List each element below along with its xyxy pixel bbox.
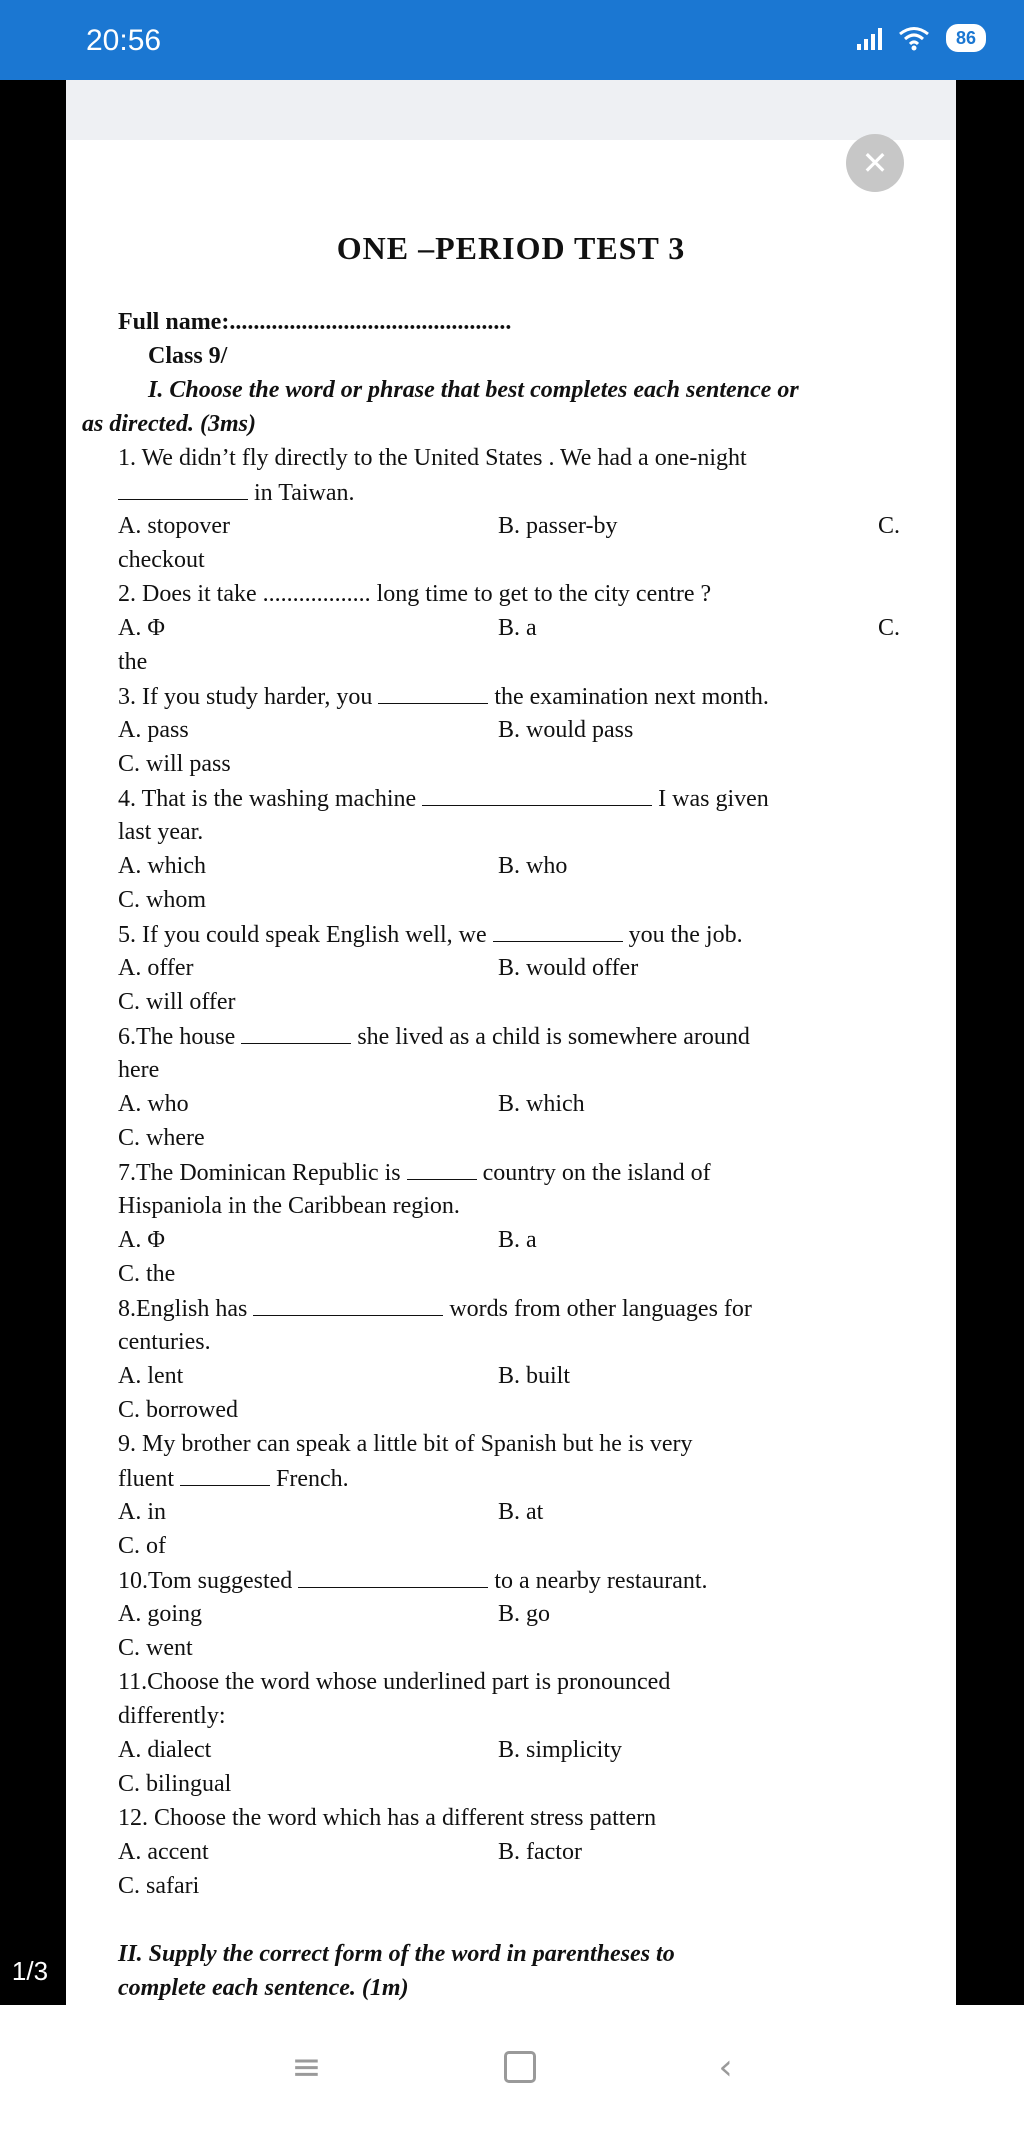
menu-icon[interactable]: ≡ xyxy=(291,2046,322,2088)
option-a: A. going xyxy=(118,1601,202,1627)
question-5-options xyxy=(118,951,928,985)
option-b: B. which xyxy=(498,1091,585,1117)
page-indicator: 1/3 xyxy=(11,1956,49,1986)
option-a: A. pass xyxy=(118,717,189,743)
test-title: ONE –PERIOD TEST 3 xyxy=(336,230,686,266)
question-3-text: 3. If you study harder, you xyxy=(118,684,379,710)
question-1-cont xyxy=(118,475,928,509)
question-9-options xyxy=(118,1495,928,1529)
option-a: A. accent xyxy=(118,1839,209,1865)
document-viewer xyxy=(0,80,1024,2005)
question-8-options xyxy=(118,1359,928,1393)
section-1-heading-cont: as directed. (3ms) xyxy=(82,411,256,437)
answer-dots: .................. xyxy=(262,581,371,607)
answer-blank xyxy=(241,1019,351,1044)
answer-blank xyxy=(378,679,488,704)
status-icons xyxy=(857,24,986,52)
question-6 xyxy=(118,1019,928,1053)
section-1-heading: I. Choose the word or phrase that best completes each sentence or xyxy=(148,377,799,403)
question-6-text: 6.The house xyxy=(118,1024,242,1050)
question-3-text-end: the examination next month. xyxy=(488,684,769,710)
question-4-cont: last year. xyxy=(118,819,204,845)
answer-blank xyxy=(118,475,248,500)
status-time: 20:56 xyxy=(86,24,162,57)
option-a: A. in xyxy=(118,1499,166,1525)
option-c: C. xyxy=(878,513,901,539)
question-5-text: 5. If you could speak English well, we xyxy=(118,922,493,948)
question-3-options xyxy=(118,713,928,747)
spacer xyxy=(118,1903,928,1937)
option-a: A. stopover xyxy=(118,513,230,539)
question-4-text-end: I was given xyxy=(652,786,769,812)
back-icon[interactable]: ‹ xyxy=(718,2046,733,2088)
option-b: B. built xyxy=(498,1363,571,1389)
question-7-text: 7.The Dominican Republic is xyxy=(118,1160,407,1186)
question-10-text: 10.Tom suggested xyxy=(118,1568,299,1594)
question-2-text-end: long time to get to the city centre ? xyxy=(370,581,712,607)
question-3 xyxy=(118,679,928,713)
option-a: A. which xyxy=(118,853,206,879)
option-c: C. whom xyxy=(118,887,207,913)
option-a: A. lent xyxy=(118,1363,184,1389)
question-4-text: 4. That is the washing machine xyxy=(118,786,423,812)
question-8-text: 8.English has xyxy=(118,1296,254,1322)
question-9-cont xyxy=(118,1461,928,1495)
full-name-dots: ............................................... xyxy=(229,309,512,335)
close-icon: ✕ xyxy=(861,144,889,182)
option-c: C. bilingual xyxy=(118,1771,232,1797)
answer-blank xyxy=(253,1291,443,1316)
answer-blank xyxy=(298,1563,488,1588)
option-c: C. will offer xyxy=(118,989,236,1015)
question-1-options xyxy=(118,509,928,543)
signal-icon xyxy=(857,26,882,50)
question-5-text-end: you the job. xyxy=(622,922,743,948)
option-c: C. xyxy=(878,615,901,641)
option-b: B. factor xyxy=(498,1839,582,1865)
answer-blank xyxy=(407,1155,477,1180)
option-b: B. would offer xyxy=(498,955,639,981)
question-11-options xyxy=(118,1733,928,1767)
option-b: B. a xyxy=(498,615,537,641)
question-8 xyxy=(118,1291,928,1325)
home-icon[interactable] xyxy=(504,2051,536,2083)
question-5 xyxy=(118,917,928,951)
question-8-text-end: words from other languages for xyxy=(443,1296,752,1322)
wifi-icon xyxy=(898,25,930,51)
option-b: B. would pass xyxy=(498,717,634,743)
question-11: 11.Choose the word whose underlined part is pronounced xyxy=(118,1669,671,1695)
page-header-band xyxy=(66,80,956,140)
question-1: 1. We didn’t fly directly to the United States . We had a one-night xyxy=(118,445,747,471)
question-6-options xyxy=(118,1087,928,1121)
question-6-cont: here xyxy=(118,1057,160,1083)
status-bar xyxy=(0,0,1024,80)
option-c-wrap: checkout xyxy=(118,547,205,573)
battery-indicator: 86 xyxy=(946,24,986,52)
question-12-options xyxy=(118,1835,928,1869)
class-label: Class 9/ xyxy=(148,343,228,369)
option-b: B. at xyxy=(498,1499,544,1525)
question-10-options xyxy=(118,1597,928,1631)
question-4-options xyxy=(118,849,928,883)
option-b: B. passer-by xyxy=(498,513,618,539)
question-11-cont: differently: xyxy=(118,1703,226,1729)
option-a: A. Φ xyxy=(118,615,165,641)
option-b: B. who xyxy=(498,853,568,879)
question-10 xyxy=(118,1563,928,1597)
option-c: C. the xyxy=(118,1261,176,1287)
full-name-label: Full name: xyxy=(118,309,230,335)
question-4 xyxy=(118,781,928,815)
question-9: 9. My brother can speak a little bit of Spanish but he is very xyxy=(118,1431,693,1457)
option-a: A. who xyxy=(118,1091,189,1117)
option-c: C. where xyxy=(118,1125,205,1151)
test-body xyxy=(82,305,928,2005)
question-10-text-end: to a nearby restaurant. xyxy=(488,1568,708,1594)
question-7-text-end: country on the island of xyxy=(476,1160,711,1186)
section-2-heading-cont: complete each sentence. (1m) xyxy=(118,1975,409,2001)
option-c: C. safari xyxy=(118,1873,200,1899)
question-1-text: in Taiwan. xyxy=(248,480,355,506)
option-a: A. offer xyxy=(118,955,194,981)
full-name-line xyxy=(118,305,928,339)
question-7-cont: Hispaniola in the Caribbean region. xyxy=(118,1193,460,1219)
option-c: C. borrowed xyxy=(118,1397,238,1423)
question-8-cont: centuries. xyxy=(118,1329,211,1355)
question-2 xyxy=(118,577,928,611)
question-9-text: fluent xyxy=(118,1466,180,1492)
option-b: B. simplicity xyxy=(498,1737,623,1763)
question-12: 12. Choose the word which has a different stress pattern xyxy=(118,1805,657,1831)
option-c-wrap: the xyxy=(118,649,148,675)
question-2-options xyxy=(118,611,928,645)
document-page[interactable] xyxy=(66,80,956,2005)
question-6-text-end: she lived as a child is somewhere around xyxy=(351,1024,750,1050)
answer-blank xyxy=(180,1461,270,1486)
option-a: A. dialect xyxy=(118,1737,212,1763)
option-c: C. will pass xyxy=(118,751,231,777)
option-c: C. went xyxy=(118,1635,193,1661)
option-c: C. of xyxy=(118,1533,166,1559)
option-b: B. go xyxy=(498,1601,551,1627)
option-b: B. a xyxy=(498,1227,537,1253)
section-2-heading: II. Supply the correct form of the word in parentheses to xyxy=(118,1941,675,1967)
answer-blank xyxy=(493,917,623,942)
question-2-text: 2. Does it take xyxy=(118,581,263,607)
question-9-text-end: French. xyxy=(269,1466,349,1492)
option-a: A. Φ xyxy=(118,1227,165,1253)
close-button[interactable] xyxy=(846,134,904,192)
question-7-options xyxy=(118,1223,928,1257)
answer-blank xyxy=(422,781,652,806)
system-nav-bar xyxy=(0,2005,1024,2129)
question-7 xyxy=(118,1155,928,1189)
